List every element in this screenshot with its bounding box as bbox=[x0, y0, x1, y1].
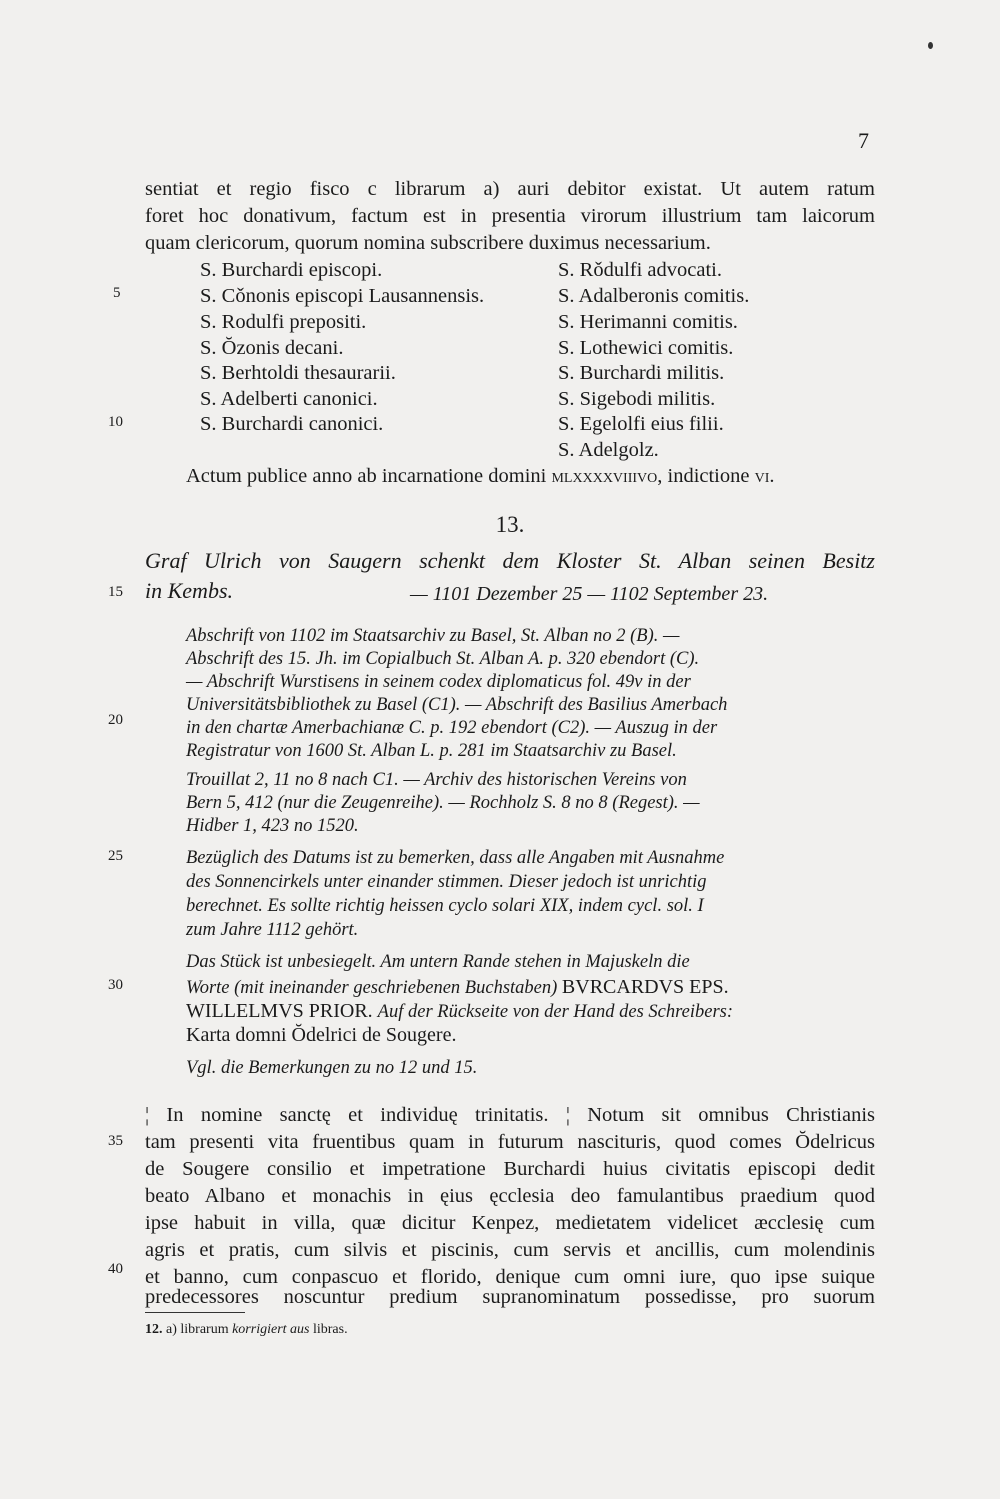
charter-line: predecessores noscuntur predium supranominatum possedisse, pro suorum bbox=[145, 1286, 875, 1308]
note-line: Hidber 1, 423 no 1520. bbox=[186, 816, 359, 836]
line-number: 15 bbox=[108, 584, 123, 600]
note-line: in den chartæ Amerbachianæ C. p. 192 ebendort (C2). — Auszug in der bbox=[186, 718, 718, 738]
text-line: sentiat et regio fisco c librarum a) auri debitor existat. Ut autem ratum bbox=[145, 178, 875, 200]
note-line: Trouillat 2, 11 no 8 nach C1. — Archiv des historischen Vereins von bbox=[186, 770, 687, 790]
note-line: Registratur von 1600 St. Alban L. p. 281 im Staatsarchiv zu Basel. bbox=[186, 741, 677, 761]
note-line: Das Stück ist unbesiegelt. Am untern Rande stehen in Majuskeln die bbox=[186, 952, 690, 972]
line-number: 20 bbox=[108, 712, 123, 728]
line-number: 35 bbox=[108, 1133, 123, 1149]
ink-speck bbox=[928, 42, 933, 49]
note-line: Bern 5, 412 (nur die Zeugenreihe). — Rochholz S. 8 no 8 (Regest). — bbox=[186, 793, 700, 813]
witness-left: S. Cǒnonis episcopi Lausannensis. bbox=[200, 285, 485, 307]
note-line: Vgl. die Bemerkungen zu no 12 und 15. bbox=[186, 1058, 478, 1078]
document-heading: Graf Ulrich von Saugern schenkt dem Kloster St. Alban seinen Besitz bbox=[145, 548, 875, 573]
line-number: 10 bbox=[108, 414, 123, 430]
charter-line: et banno, cum conpascuo et florido, denique cum omni iure, quo ipse suique bbox=[145, 1266, 875, 1288]
charter-line: agris et pratis, cum silvis et piscinis, cum servis et ancillis, cum molendinis bbox=[145, 1239, 875, 1261]
footnote-rule bbox=[145, 1312, 245, 1313]
witness-left: S. Adelberti canonici. bbox=[200, 388, 378, 410]
witness-right: S. Rǒdulfi advocati. bbox=[558, 259, 722, 281]
witness-left: S. Ŏzonis decani. bbox=[200, 337, 344, 359]
line-number: 40 bbox=[108, 1261, 123, 1277]
actum-line: Actum publice anno ab incarnatione domini mlxxxxviiivo, indictione vi. bbox=[186, 465, 775, 487]
note-line: zum Jahre 1112 gehört. bbox=[186, 920, 359, 940]
note-line: WILLELMVS PRIOR. Auf der Rückseite von der Hand des Schreibers: bbox=[186, 1000, 734, 1022]
charter-line: ¦ In nomine sanctę et individuę trinitatis. ¦ Notum sit omnibus Christianis bbox=[145, 1104, 875, 1126]
note-line: Worte (mit ineinander geschriebenen Buchstaben) BVRCARDVS EPS. bbox=[186, 976, 729, 998]
witness-right: S. Sigebodi militis. bbox=[558, 388, 716, 410]
line-number: 25 bbox=[108, 848, 123, 864]
line-number: 5 bbox=[113, 285, 121, 301]
footnote: 12. a) librarum korrigiert aus libras. bbox=[145, 1322, 348, 1337]
witness-right: S. Egelolfi eius filii. bbox=[558, 413, 724, 435]
document-heading: in Kembs. bbox=[145, 578, 233, 603]
line-number: 30 bbox=[108, 977, 123, 993]
note-line: Universitätsbibliothek zu Basel (C1). — Abschrift des Basilius Amerbach bbox=[186, 695, 728, 715]
document-date: — 1101 Dezember 25 — 1102 September 23. bbox=[410, 583, 769, 605]
note-line: Karta domni Ŏdelrici de Sougere. bbox=[186, 1024, 457, 1046]
witness-right: S. Burchardi militis. bbox=[558, 362, 725, 384]
note-line: Bezüglich des Datums ist zu bemerken, dass alle Angaben mit Ausnahme bbox=[186, 848, 725, 868]
note-line: berechnet. Es sollte richtig heissen cyclo solari XIX, indem cycl. sol. I bbox=[186, 896, 704, 916]
witness-right: S. Adelgolz. bbox=[558, 439, 659, 461]
page-number: 7 bbox=[858, 128, 869, 153]
witness-right: S. Adalberonis comitis. bbox=[558, 285, 750, 307]
note-line: des Sonnencirkels unter einander stimmen. Dieser jedoch ist unrichtig bbox=[186, 872, 707, 892]
note-line: Abschrift von 1102 im Staatsarchiv zu Basel, St. Alban no 2 (B). — bbox=[186, 626, 680, 646]
charter-line: ipse habuit in villa, quæ dicitur Kenpez, medietatem videlicet æcclesię cum bbox=[145, 1212, 875, 1234]
witness-right: S. Herimanni comitis. bbox=[558, 311, 738, 333]
note-line: Abschrift des 15. Jh. im Copialbuch St. Alban A. p. 320 ebendort (C). bbox=[186, 649, 700, 669]
witness-left: S. Rodulfi prepositi. bbox=[200, 311, 367, 333]
witness-right: S. Lothewici comitis. bbox=[558, 337, 734, 359]
charter-line: tam presenti vita fruentibus quam in futurum nascituris, quod comes Ŏdelricus bbox=[145, 1131, 875, 1153]
witness-left: S. Berhtoldi thesaurarii. bbox=[200, 362, 396, 384]
witness-left: S. Burchardi episcopi. bbox=[200, 259, 383, 281]
charter-line: de Sougere consilio et impetratione Burchardi huius civitatis episcopi dedit bbox=[145, 1158, 875, 1180]
note-line: — Abschrift Wurstisens in seinem codex diplomaticus fol. 49v in der bbox=[186, 672, 691, 692]
text-line: quam clericorum, quorum nomina subscribere duximus necessarium. bbox=[145, 232, 711, 254]
witness-left: S. Burchardi canonici. bbox=[200, 413, 384, 435]
text-line: foret hoc donativum, factum est in presentia virorum illustrium tam laicorum bbox=[145, 205, 875, 227]
charter-line: beato Albano et monachis in ęius ęcclesia deo famulantibus praedium quod bbox=[145, 1185, 875, 1207]
document-number: 13. bbox=[495, 512, 525, 537]
